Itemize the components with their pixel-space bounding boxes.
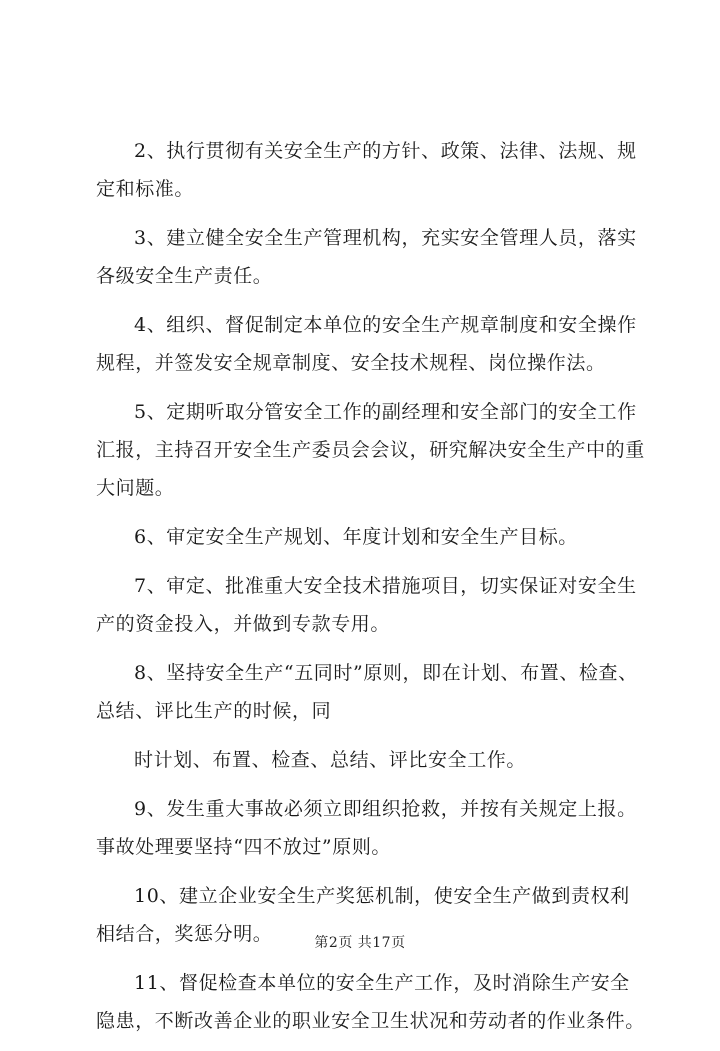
document-body [96,132,648,1051]
paragraph-item-2: 2、执行贯彻有关安全生产的方针、政策、法律、法规、规定和标准。 [96,140,637,200]
paragraph-item-8: 8、坚持安全生产“五同时”原则，即在计划、布置、检查、总结、评比生产的时候，同 [96,662,638,722]
paragraph-item-3: 3、建立健全安全生产管理机构，充实安全管理人员，落实各级安全生产责任。 [96,227,637,287]
paragraph-item-5: 5、定期听取分管安全工作的副经理和安全部门的安全工作汇报，主持召开安全生产委员会会议，研究解决安全生产中的重大问题。 [96,401,645,499]
page-number-footer: 第2页 共17页 [314,935,406,951]
paragraph-item-8-continued: 时计划、布置、检查、总结、评比安全工作。 [134,749,527,771]
paragraph-item-4: 4、组织、督促制定本单位的安全生产规章制度和安全操作规程，并签发安全规章制度、安全技术规程、岗位操作法。 [96,314,637,374]
paragraph-item-10: 10、建立企业安全生产奖惩机制，使安全生产做到责权利相结合，奖惩分明。 [96,885,630,945]
paragraph-item-9: 9、发生重大事故必须立即组织抢救，并按有关规定上报。事故处理要坚持“四不放过”原则。 [96,798,637,858]
paragraph-item-6: 6、审定安全生产规划、年度计划和安全生产目标。 [134,526,578,548]
paragraph-item-7: 7、审定、批准重大安全技术措施项目，切实保证对安全生产的资金投入，并做到专款专用。 [96,575,637,635]
paragraph-item-11: 11、督促检查本单位的安全生产工作，及时消除生产安全隐患，不断改善企业的职业安全卫生状况和劳动者的作业条件。 [96,972,645,1032]
